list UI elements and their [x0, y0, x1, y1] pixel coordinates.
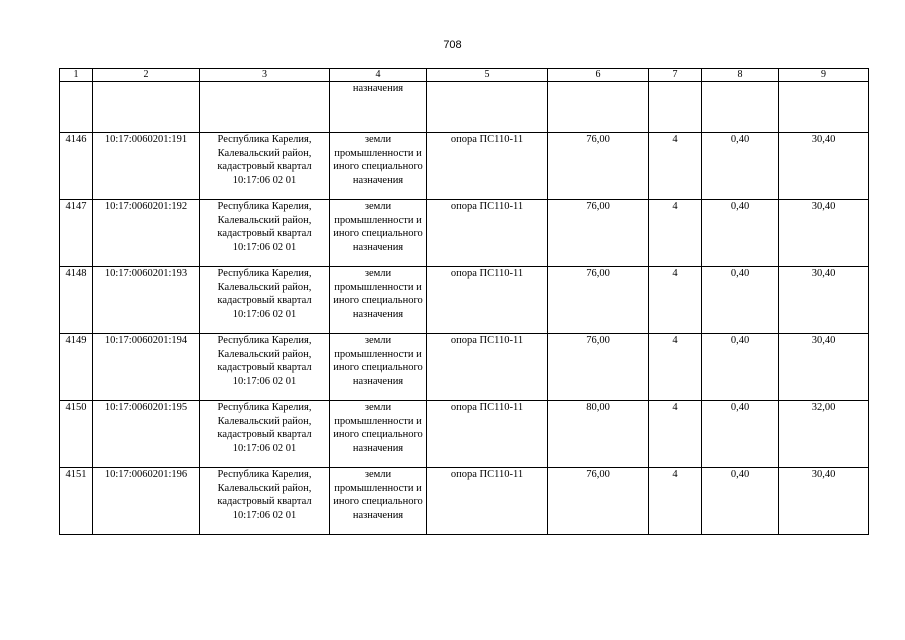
col7-cell: 4	[649, 334, 702, 401]
cadastral-number-cell: 10:17:0060201:191	[93, 133, 200, 200]
column-header: 1	[60, 69, 93, 82]
address-cell: Республика Карелия, Калевальский район, кадастровый квартал 10:17:06 02 01	[200, 200, 330, 267]
column-header: 7	[649, 69, 702, 82]
cadastral-number-cell: 10:17:0060201:192	[93, 200, 200, 267]
sum-cell: 30,40	[779, 200, 869, 267]
object-cell: опора ПС110-11	[427, 401, 548, 468]
table-row	[60, 401, 869, 468]
address-cell: Республика Карелия, Калевальский район, кадастровый квартал 10:17:06 02 01	[200, 468, 330, 535]
cadastral-number-cell: 10:17:0060201:194	[93, 334, 200, 401]
table-cell	[93, 82, 200, 133]
row-number-cell: 4150	[60, 401, 93, 468]
table-cell	[649, 82, 702, 133]
table-cell	[702, 82, 779, 133]
table-cell	[60, 82, 93, 133]
object-cell: опора ПС110-11	[427, 133, 548, 200]
object-cell: опора ПС110-11	[427, 200, 548, 267]
rate-cell: 0,40	[702, 401, 779, 468]
column-header: 9	[779, 69, 869, 82]
table-cell	[200, 82, 330, 133]
area-cell: 76,00	[548, 334, 649, 401]
table-cell: назначения	[330, 82, 427, 133]
column-header: 3	[200, 69, 330, 82]
table-row	[60, 334, 869, 401]
column-header: 6	[548, 69, 649, 82]
row-number-cell: 4151	[60, 468, 93, 535]
land-category-cell: земли промышленности и иного специального назначения	[330, 267, 427, 334]
sum-cell: 30,40	[779, 468, 869, 535]
area-cell: 76,00	[548, 267, 649, 334]
page-number: 708	[443, 39, 462, 51]
area-cell: 80,00	[548, 401, 649, 468]
table-cell	[779, 82, 869, 133]
table-header-row	[60, 69, 869, 82]
sum-cell: 30,40	[779, 267, 869, 334]
cadastral-number-cell: 10:17:0060201:196	[93, 468, 200, 535]
table-row	[60, 267, 869, 334]
row-number-cell: 4147	[60, 200, 93, 267]
rate-cell: 0,40	[702, 267, 779, 334]
area-cell: 76,00	[548, 468, 649, 535]
land-category-cell: земли промышленности и иного специального назначения	[330, 334, 427, 401]
table-row	[60, 468, 869, 535]
address-cell: Республика Карелия, Калевальский район, кадастровый квартал 10:17:06 02 01	[200, 267, 330, 334]
cadastral-number-cell: 10:17:0060201:193	[93, 267, 200, 334]
land-category-cell: земли промышленности и иного специального назначения	[330, 401, 427, 468]
rate-cell: 0,40	[702, 468, 779, 535]
land-plots-table	[59, 68, 869, 535]
sum-cell: 30,40	[779, 133, 869, 200]
table-row	[60, 200, 869, 267]
rate-cell: 0,40	[702, 133, 779, 200]
cadastral-number-cell: 10:17:0060201:195	[93, 401, 200, 468]
object-cell: опора ПС110-11	[427, 468, 548, 535]
row-number-cell: 4149	[60, 334, 93, 401]
table-row	[60, 133, 869, 200]
object-cell: опора ПС110-11	[427, 334, 548, 401]
area-cell: 76,00	[548, 133, 649, 200]
sum-cell: 30,40	[779, 334, 869, 401]
object-cell: опора ПС110-11	[427, 267, 548, 334]
area-cell: 76,00	[548, 200, 649, 267]
col7-cell: 4	[649, 133, 702, 200]
land-category-cell: земли промышленности и иного специального назначения	[330, 200, 427, 267]
row-number-cell: 4148	[60, 267, 93, 334]
col7-cell: 4	[649, 267, 702, 334]
table-cell	[427, 82, 548, 133]
rate-cell: 0,40	[702, 200, 779, 267]
column-header: 2	[93, 69, 200, 82]
col7-cell: 4	[649, 401, 702, 468]
land-category-cell: земли промышленности и иного специального назначения	[330, 133, 427, 200]
row-number-cell: 4146	[60, 133, 93, 200]
column-header: 4	[330, 69, 427, 82]
sum-cell: 32,00	[779, 401, 869, 468]
continuation-row	[60, 82, 869, 133]
col7-cell: 4	[649, 200, 702, 267]
col7-cell: 4	[649, 468, 702, 535]
land-category-cell: земли промышленности и иного специального назначения	[330, 468, 427, 535]
column-header: 5	[427, 69, 548, 82]
address-cell: Республика Карелия, Калевальский район, кадастровый квартал 10:17:06 02 01	[200, 133, 330, 200]
address-cell: Республика Карелия, Калевальский район, кадастровый квартал 10:17:06 02 01	[200, 334, 330, 401]
column-header: 8	[702, 69, 779, 82]
table-cell	[548, 82, 649, 133]
address-cell: Республика Карелия, Калевальский район, кадастровый квартал 10:17:06 02 01	[200, 401, 330, 468]
rate-cell: 0,40	[702, 334, 779, 401]
